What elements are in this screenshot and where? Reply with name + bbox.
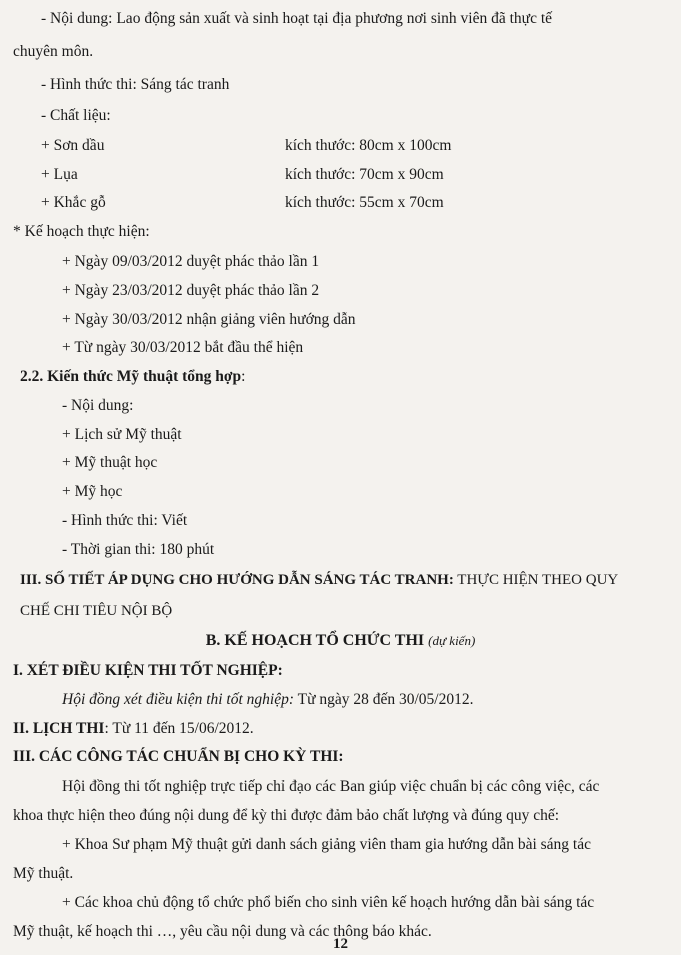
prep-para-2-line-1: + Khoa Sư phạm Mỹ thuật gửi danh sách giảng viên tham gia hướng dẫn bài sáng tác [62, 836, 591, 853]
content-line-1: - Nội dung: Lao động sản xuất và sinh hoạt tại địa phương nơi sinh viên đã thực tế [41, 10, 553, 27]
plan-item: + Ngày 30/03/2012 nhận giảng viên hướng dẫn [62, 311, 356, 328]
section-2-2-exam-form: - Hình thức thi: Viết [62, 512, 188, 529]
plan-item: + Ngày 23/03/2012 duyệt phác thảo lần 2 [62, 282, 320, 299]
material-name: + Sơn dầu [41, 137, 105, 154]
section-2-2-heading: 2.2. Kiến thức Mỹ thuật tổng hợp: [20, 368, 246, 385]
material-item [41, 165, 681, 185]
content-line-2: chuyên môn. [13, 43, 94, 60]
section-i-text: Hội đồng xét điều kiện thi tốt nghiệp: Từ ngày 28 đến 30/05/2012. [62, 691, 474, 708]
exam-form: - Hình thức thi: Sáng tác tranh [41, 76, 230, 93]
prep-para-1-line-1: Hội đồng thi tốt nghiệp trực tiếp chỉ đạo các Ban giúp việc chuẩn bị các công việc, các [62, 778, 600, 795]
prep-para-1-line-2: khoa thực hiện theo đúng nội dung để kỳ thi được đảm bảo chất lượng và đúng quy chế: [13, 807, 560, 824]
prep-para-3-line-2: Mỹ thuật, kế hoạch thi …, yêu cầu nội dung và các thông báo khác. [13, 923, 432, 940]
section-2-2-item: + Lịch sử Mỹ thuật [62, 426, 182, 443]
materials-label: - Chất liệu: [41, 107, 111, 124]
section-2-2-exam-time: - Thời gian thi: 180 phút [62, 541, 215, 558]
plan-label: * Kế hoạch thực hiện: [13, 223, 150, 240]
plan-item: + Ngày 09/03/2012 duyệt phác thảo lần 1 [62, 253, 320, 270]
part-b-title: B. KẾ HOẠCH TỔ CHỨC THI (dự kiến) [205, 632, 476, 649]
prep-para-2-line-2: Mỹ thuật. [13, 865, 74, 882]
material-size: kích thước: 70cm x 90cm [285, 166, 444, 183]
section-iii-hours-line-2: CHẾ CHI TIÊU NỘI BỘ [20, 603, 173, 619]
page-number: 12 [333, 936, 348, 952]
material-item [41, 136, 681, 156]
material-size: kích thước: 55cm x 70cm [285, 194, 444, 211]
section-2-2-content-label: - Nội dung: [62, 397, 134, 414]
section-i-heading: I. XÉT ĐIỀU KIỆN THI TỐT NGHIỆP: [13, 662, 283, 679]
section-iii-hours-heading: III. SỐ TIẾT ÁP DỤNG CHO HƯỚNG DẪN SÁNG TÁC TRANH: THỰC HIỆN THEO QUY [20, 572, 619, 588]
section-ii-line: II. LỊCH THI: Từ 11 đến 15/06/2012. [13, 720, 254, 737]
material-name: + Lụa [41, 166, 78, 183]
material-item [41, 193, 681, 213]
prep-para-3-line-1: + Các khoa chủ động tổ chức phổ biến cho sinh viên kế hoạch hướng dẫn bài sáng tác [62, 894, 595, 911]
section-2-2-item: + Mỹ thuật học [62, 454, 158, 471]
material-size: kích thước: 80cm x 100cm [285, 137, 452, 154]
section-2-2-item: + Mỹ học [62, 483, 123, 500]
section-iii-prep-heading: III. CÁC CÔNG TÁC CHUẨN BỊ CHO KỲ THI: [13, 748, 344, 765]
plan-item: + Từ ngày 30/03/2012 bắt đầu thể hiện [62, 339, 304, 356]
material-name: + Khắc gỗ [41, 194, 106, 211]
